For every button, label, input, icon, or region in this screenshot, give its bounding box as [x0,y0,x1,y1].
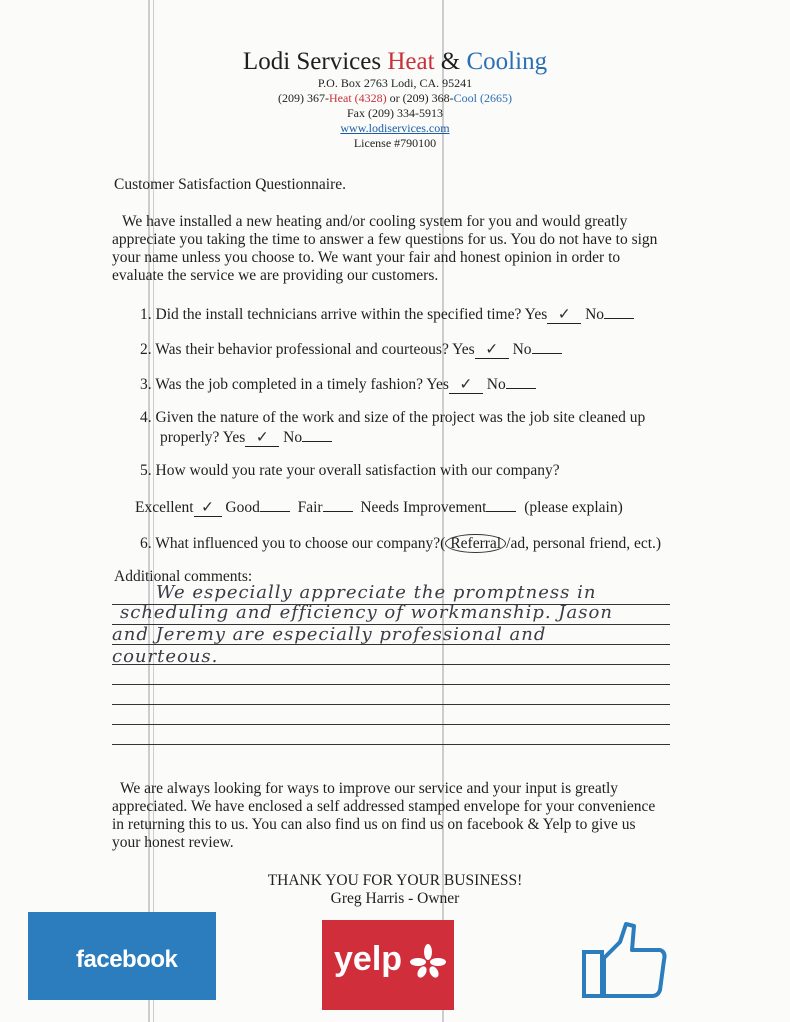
no-blank[interactable] [604,304,634,319]
intro-line: your name unless you choose to. We want your fair and honest opinion in order to [112,249,621,266]
closing-paragraph: We are always looking for ways to improve our service and your input is greatly appreciated. We have enclosed a self addressed stamped envelope for your convenience in returning this to us. You can also find us on find us on facebook & Yelp to give us your honest review. [112,780,656,851]
question-6: 6. What influenced you to choose our company?( Referral /ad, personal friend, ect.) [140,535,662,552]
rating-row: Excellent ✓ Good Fair Needs Improvement (please explain) [135,498,623,516]
comments-label: Additional comments: [114,568,253,585]
comment-line [112,724,670,725]
handwritten-comment-line: We especially appreciate the promptness in [156,582,597,603]
no-blank[interactable] [506,374,536,389]
yes-checkmark[interactable]: ✓ [245,430,279,447]
no-blank[interactable] [302,427,332,442]
intro-line: appreciate you taking the time to answer a few questions for us. You do not have to sign [112,231,658,248]
yes-checkmark[interactable]: ✓ [547,307,581,324]
yes-checkmark[interactable]: ✓ [475,342,509,359]
thank-you: THANK YOU FOR YOUR BUSINESS! [267,872,523,889]
yelp-logo[interactable] [322,920,454,1010]
no-blank[interactable] [532,339,562,354]
page-title: Customer Satisfaction Questionnaire. [114,176,347,193]
excellent-checkmark[interactable]: ✓ [194,500,222,517]
fax: Fax (209) 334-5913 [347,106,443,120]
yes-checkmark[interactable]: ✓ [449,377,483,394]
facebook-wordmark: facebook [76,946,178,973]
question-3: 3. Was the job completed in a timely fashion? Yes ✓ No [140,374,536,394]
phone: (209) 367-Heat (4328) or (209) 368-Cool (2665) [278,91,512,105]
letterhead [0,48,790,151]
comment-line [112,684,670,685]
question-4: 4. Given the nature of the work and size of the project was the job site cleaned up properly? Yes ✓ No [140,409,646,446]
website-link[interactable]: www.lodiservices.com [340,121,450,135]
handwritten-comment-line: scheduling and efficiency of workmanship. Jason [120,602,613,623]
referral-circled[interactable]: Referral [445,534,506,553]
question-5: 5. How would you rate your overall satisfaction with our company? [140,462,560,479]
intro-paragraph [112,213,657,285]
intro-line: evaluate the service we are providing our customers. [112,267,439,284]
comment-line [112,704,670,705]
fair-blank[interactable] [323,497,353,512]
intro-line: We have installed a new heating and/or cooling system for you and would greatly [122,213,628,230]
question-1: 1. Did the install technicians arrive within the specified time? Yes ✓ No [140,304,634,324]
yelp-burst-icon [410,944,446,980]
comment-line [112,744,670,745]
yelp-wordmark: yelp [334,940,403,978]
website-line [0,121,790,136]
company-name: Lodi Services Heat & Cooling [242,48,548,75]
facebook-logo[interactable] [28,912,216,1000]
handwritten-comment-line: courteous. [112,646,219,667]
address: P.O. Box 2763 Lodi, CA. 95241 [317,76,473,90]
handwritten-comment-line: and Jeremy are especially professional and [112,624,547,645]
good-blank[interactable] [260,497,290,512]
needs-blank[interactable] [486,497,516,512]
question-2: 2. Was their behavior professional and courteous? Yes ✓ No [140,339,562,359]
license: License #790100 [353,136,437,150]
thumbs-up-icon[interactable] [580,920,670,1000]
signoff: Greg Harris - Owner [330,890,460,907]
